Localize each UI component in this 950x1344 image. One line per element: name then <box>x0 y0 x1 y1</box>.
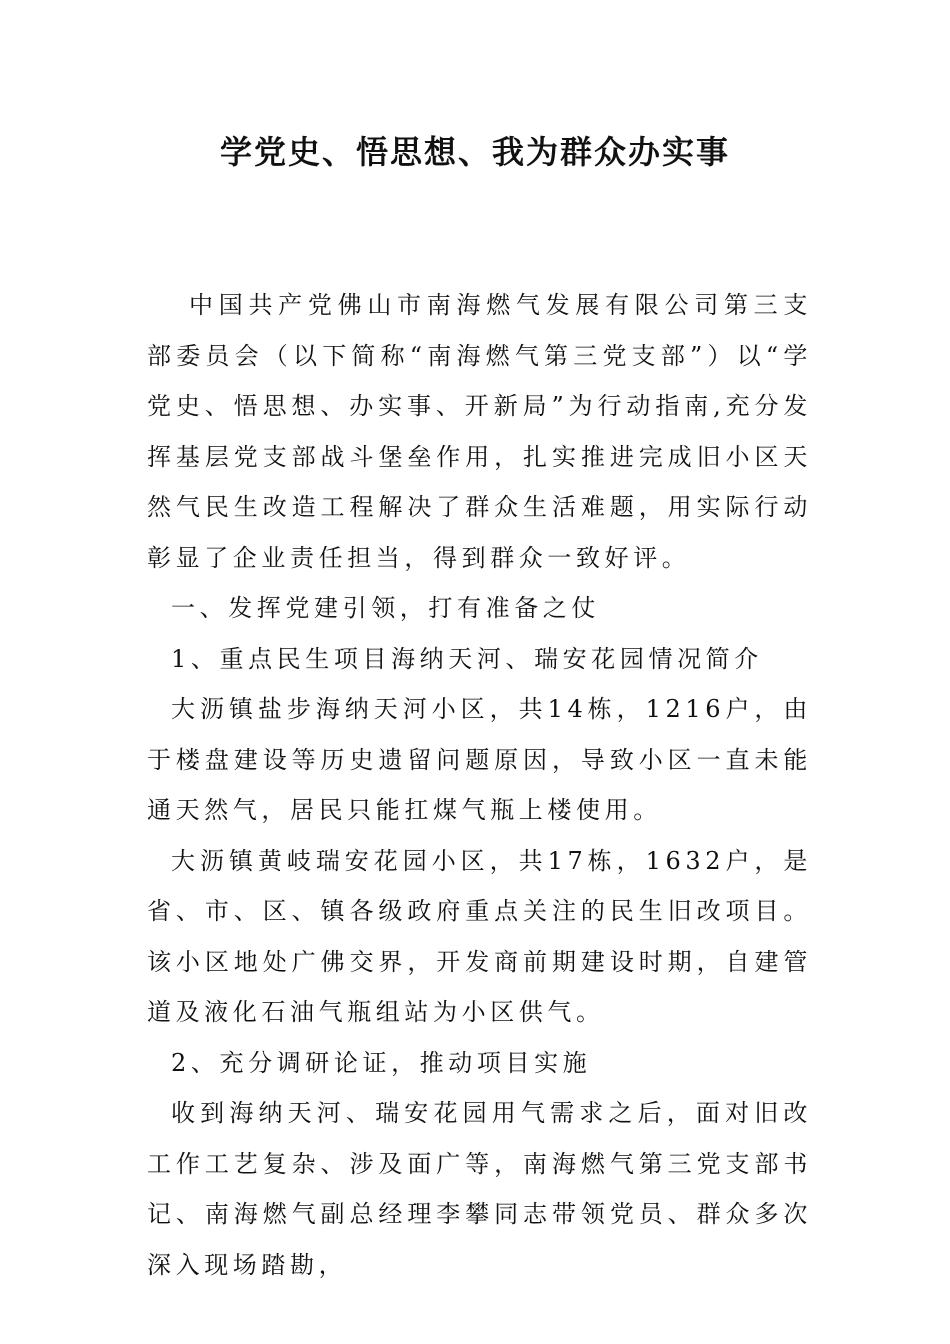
document-body <box>147 280 812 1290</box>
paragraph-hainatianhe: 大沥镇盐步海纳天河小区，共14栋，1216户，由于楼盘建设等历史遗留问题原因，导致小区一直未能通天然气，居民只能扛煤气瓶上楼使用。 <box>147 695 812 824</box>
paragraph-ruian-garden: 大沥镇黄岐瑞安花园小区，共17栋，1632户，是省、市、区、镇各级政府重点关注的民生旧改项目。该小区地处广佛交界，开发商前期建设时期，自建管道及液化石油气瓶组站为小区供气。 <box>147 846 812 1026</box>
paragraph-research: 收到海纳天河、瑞安花园用气需求之后，面对旧改工作工艺复杂、涉及面广等，南海燃气第三党支部书记、南海燃气副总经理李攀同志带领党员、群众多次深入现场踏勘， <box>147 1099 812 1279</box>
section-heading-1: 一、发挥党建引领，打有准备之仗 <box>171 594 600 622</box>
subsection-heading-1: 1、重点民生项目海纳天河、瑞安花园情况简介 <box>171 644 763 673</box>
document-title: 学党史、悟思想、我为群众办实事 <box>219 133 730 171</box>
subsection-heading-2: 2、充分调研论证，推动项目实施 <box>171 1048 592 1077</box>
paragraph-intro: 中国共产党佛山市南海燃气发展有限公司第三支部委员会（以下简称“南海燃气第三党支部”）以“学党史、悟思想、办实事、开新局”为行动指南,充分发挥基层党支部战斗堡垒作用，扎实推进完成旧小区天然气民生改造工程解决了群众生活难题，用实际行动彰显了企业责任担当，得到群众一致好评。 <box>147 291 812 572</box>
